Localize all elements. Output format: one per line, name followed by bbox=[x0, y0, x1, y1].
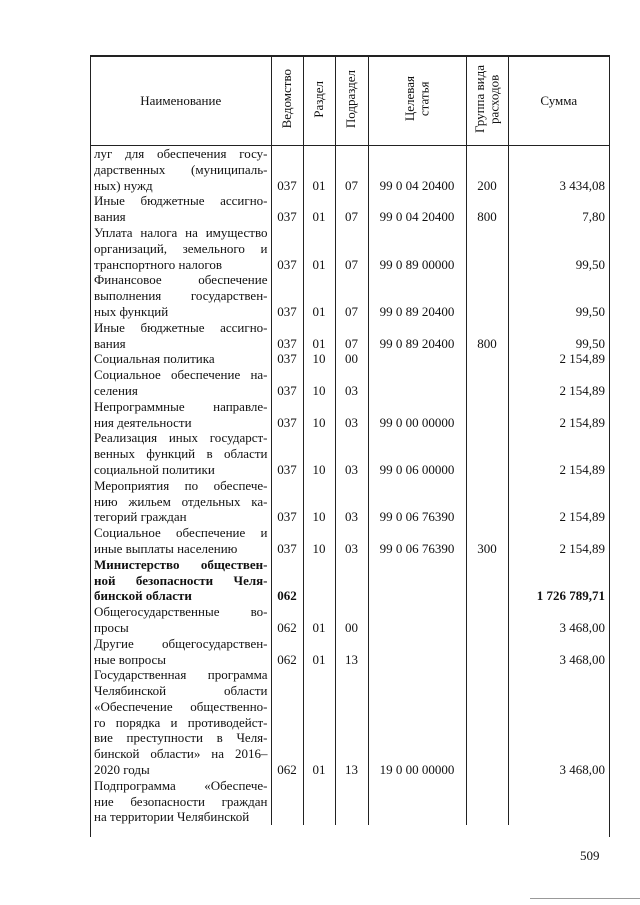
row-sum: 99,50 bbox=[508, 320, 609, 352]
row-department: 037 bbox=[271, 193, 303, 225]
row-name bbox=[91, 399, 271, 431]
row-target-article bbox=[368, 367, 466, 399]
header-subsection: Подраздел bbox=[335, 57, 368, 146]
row-section: 01 bbox=[303, 146, 335, 194]
row-name-line: на территории Челябинской bbox=[94, 809, 250, 825]
row-department: 062 bbox=[271, 557, 303, 604]
row-name-line: ние безопасности граждан bbox=[94, 793, 268, 809]
row-subsection: 03 bbox=[335, 367, 368, 399]
row-name-line: Мероприятия по обеспече- bbox=[94, 477, 268, 493]
row-name-line: Иные бюджетные ассигно- bbox=[94, 319, 268, 335]
row-name-line: вие преступности в Челя- bbox=[94, 730, 268, 746]
footer-divider bbox=[530, 898, 640, 899]
row-name bbox=[91, 367, 271, 399]
row-sum: 2 154,89 bbox=[508, 525, 609, 557]
table-row bbox=[91, 225, 609, 272]
row-subsection: 03 bbox=[335, 525, 368, 557]
row-name bbox=[91, 557, 271, 604]
row-name-line: бинской области» на 2016– bbox=[94, 746, 268, 762]
row-name-line: организаций, земельного и bbox=[94, 240, 268, 256]
row-department: 037 bbox=[271, 272, 303, 319]
budget-table bbox=[91, 56, 609, 825]
row-target-article bbox=[368, 636, 466, 668]
table-header-row bbox=[91, 57, 609, 146]
row-name-line: ных функций bbox=[94, 303, 169, 319]
row-name bbox=[91, 525, 271, 557]
table-row bbox=[91, 478, 609, 525]
row-name-line: нию жильем отдельных ка- bbox=[94, 493, 268, 509]
row-expense-group bbox=[466, 225, 508, 272]
row-sum: 3 468,00 bbox=[508, 636, 609, 668]
row-name bbox=[91, 430, 271, 477]
row-name-line: Другие общегосударствен- bbox=[94, 635, 268, 651]
header-expense-group: Группа вида расходов bbox=[466, 57, 508, 146]
row-name-line: дарственных (муниципаль- bbox=[94, 161, 268, 177]
row-section: 01 bbox=[303, 667, 335, 778]
table-row bbox=[91, 557, 609, 604]
row-name bbox=[91, 667, 271, 778]
row-department: 037 bbox=[271, 525, 303, 557]
row-sum: 99,50 bbox=[508, 225, 609, 272]
row-name bbox=[91, 636, 271, 668]
row-sum: 2 154,89 bbox=[508, 478, 609, 525]
page-number: 509 bbox=[580, 848, 600, 863]
row-department: 037 bbox=[271, 320, 303, 352]
row-name-line: го порядка и противодейст- bbox=[94, 714, 268, 730]
row-subsection: 07 bbox=[335, 320, 368, 352]
row-department: 037 bbox=[271, 430, 303, 477]
row-section bbox=[303, 778, 335, 825]
table-row bbox=[91, 525, 609, 557]
row-target-article: 99 0 06 76390 bbox=[368, 525, 466, 557]
row-target-article: 99 0 04 20400 bbox=[368, 146, 466, 194]
row-section: 01 bbox=[303, 636, 335, 668]
row-target-article: 99 0 06 00000 bbox=[368, 430, 466, 477]
row-name-line: выполнения государствен- bbox=[94, 288, 268, 304]
row-target-article bbox=[368, 604, 466, 636]
row-subsection: 07 bbox=[335, 193, 368, 225]
table-row bbox=[91, 667, 609, 778]
row-sum bbox=[508, 778, 609, 825]
row-name-line: венных функций в области bbox=[94, 446, 268, 462]
row-name-line: ные вопросы bbox=[94, 651, 167, 667]
row-name-line: тегорий граждан bbox=[94, 509, 187, 525]
table-row bbox=[91, 320, 609, 352]
row-target-article: 99 0 89 20400 bbox=[368, 272, 466, 319]
row-name-line: Непрограммные направле- bbox=[94, 398, 268, 414]
row-department: 037 bbox=[271, 351, 303, 367]
row-target-article: 99 0 04 20400 bbox=[368, 193, 466, 225]
row-target-article: 99 0 06 76390 bbox=[368, 478, 466, 525]
row-sum: 7,80 bbox=[508, 193, 609, 225]
row-expense-group bbox=[466, 778, 508, 825]
row-sum: 99,50 bbox=[508, 272, 609, 319]
row-target-article: 99 0 89 20400 bbox=[368, 320, 466, 352]
row-name-line: «Обеспечение общественно- bbox=[94, 698, 268, 714]
row-subsection: 03 bbox=[335, 399, 368, 431]
row-section: 10 bbox=[303, 430, 335, 477]
table-row bbox=[91, 367, 609, 399]
row-expense-group: 800 bbox=[466, 320, 508, 352]
row-name bbox=[91, 351, 271, 367]
header-target-article: Целевая статья bbox=[368, 57, 466, 146]
row-name-line: Уплата налога на имущество bbox=[94, 224, 268, 240]
row-name bbox=[91, 320, 271, 352]
row-name-line: транспортного налогов bbox=[94, 256, 222, 272]
row-section: 10 bbox=[303, 367, 335, 399]
row-subsection: 03 bbox=[335, 430, 368, 477]
row-expense-group bbox=[466, 478, 508, 525]
row-name bbox=[91, 146, 271, 194]
table-body bbox=[91, 146, 609, 826]
row-name bbox=[91, 778, 271, 825]
table-row bbox=[91, 399, 609, 431]
row-name-line: бинской области bbox=[94, 588, 192, 604]
row-name-line: Финансовое обеспечение bbox=[94, 272, 268, 288]
row-expense-group bbox=[466, 636, 508, 668]
table-row bbox=[91, 604, 609, 636]
row-name-line: Социальное обеспечение на- bbox=[94, 367, 268, 383]
table-row bbox=[91, 778, 609, 825]
row-subsection: 00 bbox=[335, 351, 368, 367]
row-target-article bbox=[368, 351, 466, 367]
table-row bbox=[91, 636, 609, 668]
row-sum: 2 154,89 bbox=[508, 430, 609, 477]
row-name-line: Реализация иных государст- bbox=[94, 430, 268, 446]
row-subsection: 00 bbox=[335, 604, 368, 636]
row-subsection: 13 bbox=[335, 667, 368, 778]
row-section: 01 bbox=[303, 320, 335, 352]
budget-table-frame bbox=[90, 55, 610, 837]
row-department: 037 bbox=[271, 225, 303, 272]
row-subsection: 13 bbox=[335, 636, 368, 668]
row-target-article bbox=[368, 778, 466, 825]
row-expense-group bbox=[466, 557, 508, 604]
row-name-line: иные выплаты населению bbox=[94, 540, 238, 556]
row-name bbox=[91, 225, 271, 272]
row-name-line: ной безопасности Челя- bbox=[94, 572, 268, 588]
table-row bbox=[91, 351, 609, 367]
row-section: 10 bbox=[303, 525, 335, 557]
row-sum: 2 154,89 bbox=[508, 399, 609, 431]
row-name-line: вания bbox=[94, 209, 126, 225]
row-name bbox=[91, 604, 271, 636]
row-section bbox=[303, 557, 335, 604]
row-section: 10 bbox=[303, 478, 335, 525]
header-name: Наименование bbox=[91, 57, 271, 146]
row-name-line: селения bbox=[94, 382, 138, 398]
row-subsection: 03 bbox=[335, 478, 368, 525]
row-name-line: просы bbox=[94, 619, 129, 635]
row-department bbox=[271, 778, 303, 825]
row-expense-group: 800 bbox=[466, 193, 508, 225]
row-name-line: ния деятельности bbox=[94, 414, 192, 430]
row-name bbox=[91, 193, 271, 225]
row-subsection: 07 bbox=[335, 146, 368, 194]
row-expense-group bbox=[466, 399, 508, 431]
row-target-article: 99 0 00 00000 bbox=[368, 399, 466, 431]
row-name bbox=[91, 478, 271, 525]
row-name-line: вания bbox=[94, 335, 126, 351]
row-expense-group bbox=[466, 667, 508, 778]
row-department: 062 bbox=[271, 667, 303, 778]
header-department: Ведомство bbox=[271, 57, 303, 146]
row-section: 01 bbox=[303, 604, 335, 636]
row-department: 037 bbox=[271, 478, 303, 525]
table-row bbox=[91, 146, 609, 194]
row-name-line: Общегосударственные во- bbox=[94, 604, 268, 620]
row-sum: 2 154,89 bbox=[508, 351, 609, 367]
row-expense-group bbox=[466, 272, 508, 319]
row-name bbox=[91, 272, 271, 319]
row-expense-group bbox=[466, 351, 508, 367]
row-department: 062 bbox=[271, 604, 303, 636]
header-section: Раздел bbox=[303, 57, 335, 146]
row-name-line: Министерство обществен- bbox=[94, 556, 268, 572]
row-section: 10 bbox=[303, 399, 335, 431]
row-department: 062 bbox=[271, 636, 303, 668]
row-name-line: Подпрограмма «Обеспече- bbox=[94, 777, 268, 793]
row-sum: 3 434,08 bbox=[508, 146, 609, 194]
row-subsection bbox=[335, 778, 368, 825]
row-target-article: 19 0 00 00000 bbox=[368, 667, 466, 778]
row-target-article bbox=[368, 557, 466, 604]
table-row bbox=[91, 430, 609, 477]
table-row bbox=[91, 193, 609, 225]
row-name-line: Челябинской области bbox=[94, 683, 268, 699]
row-subsection: 07 bbox=[335, 272, 368, 319]
row-expense-group: 200 bbox=[466, 146, 508, 194]
row-name-line: Государственная программа bbox=[94, 667, 268, 683]
row-department: 037 bbox=[271, 367, 303, 399]
row-subsection: 07 bbox=[335, 225, 368, 272]
row-expense-group: 300 bbox=[466, 525, 508, 557]
row-target-article: 99 0 89 00000 bbox=[368, 225, 466, 272]
row-section: 01 bbox=[303, 193, 335, 225]
row-section: 01 bbox=[303, 225, 335, 272]
row-name-line: 2020 годы bbox=[94, 762, 150, 778]
row-sum: 2 154,89 bbox=[508, 367, 609, 399]
row-name-line: луг для обеспечения госу- bbox=[94, 146, 268, 161]
row-name-line: Социальная политика bbox=[94, 351, 215, 367]
row-expense-group bbox=[466, 367, 508, 399]
row-department: 037 bbox=[271, 399, 303, 431]
header-sum: Сумма bbox=[508, 57, 609, 146]
row-subsection bbox=[335, 557, 368, 604]
row-name-line: социальной политики bbox=[94, 461, 215, 477]
row-sum: 3 468,00 bbox=[508, 604, 609, 636]
row-sum: 3 468,00 bbox=[508, 667, 609, 778]
row-name-line: Социальное обеспечение и bbox=[94, 525, 268, 541]
row-section: 01 bbox=[303, 272, 335, 319]
row-expense-group bbox=[466, 604, 508, 636]
row-sum: 1 726 789,71 bbox=[508, 557, 609, 604]
row-department: 037 bbox=[271, 146, 303, 194]
row-section: 10 bbox=[303, 351, 335, 367]
table-row bbox=[91, 272, 609, 319]
row-name-line: Иные бюджетные ассигно- bbox=[94, 193, 268, 209]
row-name-line: ных) нужд bbox=[94, 177, 153, 193]
row-expense-group bbox=[466, 430, 508, 477]
